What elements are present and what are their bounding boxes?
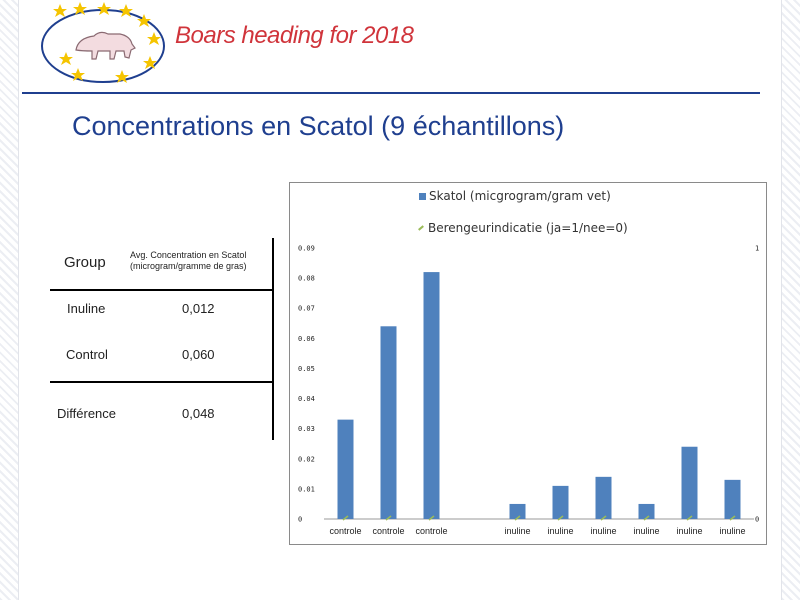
- x-tick-label: inuline: [719, 526, 746, 536]
- bar: [639, 504, 655, 519]
- table-cell-value: 0,048: [182, 406, 215, 421]
- y-left-tick-label: 0.09: [298, 244, 315, 253]
- bar: [510, 504, 526, 519]
- x-tick-label: controle: [372, 526, 405, 536]
- table-header-avg: [130, 250, 247, 272]
- x-tick-label: controle: [415, 526, 448, 536]
- y-right-tick-label: 0: [755, 515, 760, 524]
- y-left-tick-label: 0: [298, 515, 303, 524]
- right-decor-strip: [781, 0, 800, 600]
- table-cell-group: Control: [66, 347, 108, 362]
- bar: [553, 486, 569, 519]
- legend-label-skatol: Skatol (micgrogram/gram vet): [429, 189, 611, 203]
- table-header-avg-line1: Avg. Concentration en Scatol: [130, 250, 247, 260]
- y-right-tick-label: 1: [755, 244, 760, 253]
- y-left-tick-label: 0.03: [298, 425, 315, 434]
- table-right-border: [272, 238, 274, 440]
- slide-title: Concentrations en Scatol (9 échantillons): [72, 111, 565, 141]
- table-cell-group: Inuline: [67, 301, 106, 316]
- y-left-tick-label: 0.05: [298, 364, 315, 373]
- y-left-tick-label: 0.07: [298, 304, 315, 313]
- x-tick-label: inuline: [633, 526, 660, 536]
- concentration-table: [50, 238, 274, 440]
- table-cell-value: 0,012: [182, 301, 215, 316]
- y-left-tick-label: 0.04: [298, 395, 315, 404]
- y-left-tick-label: 0.08: [298, 274, 315, 283]
- table-divider: [50, 289, 274, 291]
- table-cell-value: 0,060: [182, 347, 215, 362]
- table-header-avg-line2: (microgram/gramme de gras): [130, 261, 247, 271]
- boar-logo-icon: [38, 2, 168, 90]
- chart-plot: [290, 183, 766, 544]
- y-left-tick-label: 0.06: [298, 334, 315, 343]
- bar: [381, 326, 397, 519]
- table-cell-group: Différence: [57, 406, 117, 421]
- logo-wordmark: Boars heading for 2018: [175, 22, 414, 49]
- x-tick-label: inuline: [547, 526, 574, 536]
- x-tick-label: inuline: [504, 526, 531, 536]
- legend-label-berengeur: Berengeurindicatie (ja=1/nee=0): [428, 221, 628, 235]
- bar: [682, 447, 698, 519]
- bar: [424, 272, 440, 519]
- table-divider: [50, 381, 274, 383]
- table-header-group: Group: [64, 254, 106, 271]
- y-left-tick-label: 0.02: [298, 455, 315, 464]
- bar: [725, 480, 741, 519]
- bar: [596, 477, 612, 519]
- left-decor-strip: [0, 0, 19, 600]
- bar: [338, 420, 354, 519]
- skatol-chart: [289, 182, 767, 545]
- x-tick-label: controle: [329, 526, 362, 536]
- y-left-tick-label: 0.01: [298, 485, 315, 494]
- x-tick-label: inuline: [590, 526, 617, 536]
- x-tick-label: inuline: [676, 526, 703, 536]
- header-rule: [22, 92, 760, 94]
